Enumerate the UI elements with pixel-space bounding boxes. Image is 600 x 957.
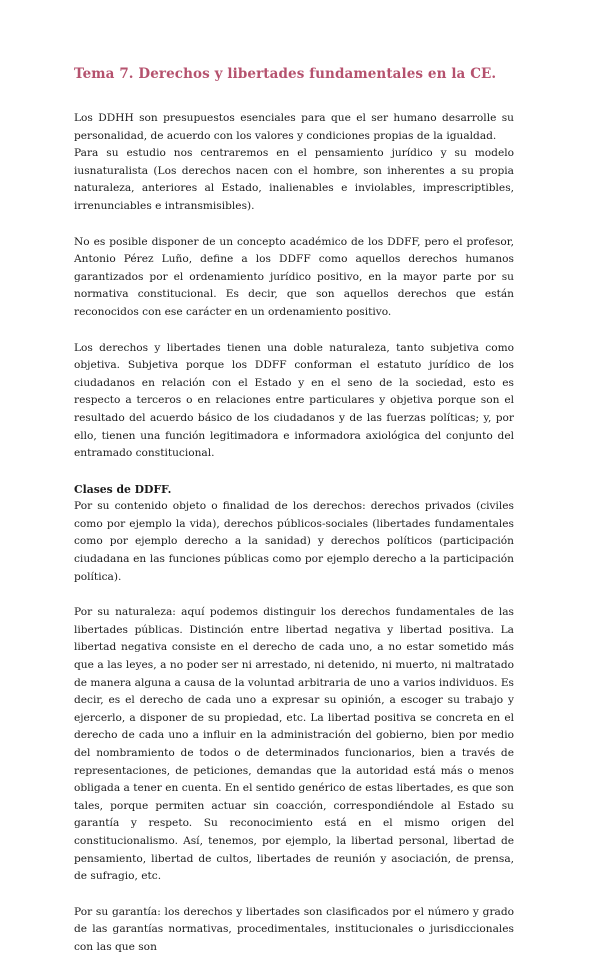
paragraph-by-guarantee: Por su garantía: los derechos y libertades son clasificados por el número y grado de las garantías normativas, procedimentales, institucionales o jurisdiccionales con las que son [74, 905, 514, 953]
page-title: Tema 7. Derechos y libertades fundamentales en la CE. [74, 66, 497, 82]
section-heading-clases: Clases de DDFF. [74, 482, 172, 496]
paragraph-double-nature: Los derechos y libertades tienen una doble naturaleza, tanto subjetiva como objetiva. Subjetiva porque los DDFF conforman el estatuto jurídico de los ciudadanos en relación con el Estado y en el seno de la sociedad, esto es respecto a terceros o en relaciones entre particulares y objetiva porque son el resultado del acuerdo básico de los ciudadanos y de las fuerzas políticas; y, por ello, tienen una función legitimadora e informadora axiológica del conjunto del entramado constitucional. [74, 341, 514, 460]
paragraph-ddhh-definition: Los DDHH son presupuestos esenciales para que el ser humano desarrolle su personalidad, de acuerdo con los valores y condiciones propias de la igualdad. [74, 112, 514, 142]
paragraph-by-content: Por su contenido objeto o finalidad de los derechos: derechos privados (civiles como por ejemplo la vida), derechos públicos-sociales (libertades fundamentales como por ejemplo derecho a la sanidad) y derechos políticos (participación ciudadana en las funciones públicas como por ejemplo derecho a la participación política). [74, 500, 514, 583]
paragraph-iusnaturalista: Para su estudio nos centraremos en el pensamiento jurídico y su modelo iusnaturalista (Los derechos nacen con el hombre, son inherentes a su propia naturaleza, anteriores al Estado, inalienables e inviolables, imprescriptibles, irrenunciables e intransmisibles). [74, 147, 514, 212]
paragraph-ddff-concept: No es posible disponer de un concepto académico de los DDFF, pero el profesor, Antonio Pérez Luño, define a los DDFF como aquellos derechos humanos garantizados por el ordenamiento jurídico positivo, en la mayor parte por su normativa constitucional. Es decir, que son aquellos derechos que están reconocidos con ese carácter en un ordenamiento positivo. [74, 235, 514, 318]
paragraph-by-nature: Por su naturaleza: aquí podemos distinguir los derechos fundamentales de las libertades públicas. Distinción entre libertad negativa y libertad positiva. La libertad negativa consiste en el derecho de cada uno, a no estar sometido más que a las leyes, a no poder ser ni arrestado, ni detenido, ni muerto, ni maltratado de manera alguna a causa de la voluntad arbitraria de uno a varios individuos. Es decir, es el derecho de cada uno a expresar su opinión, a escoger su trabajo y ejercerlo, a disponer de su propiedad, etc. La libertad positiva se concreta en el derecho de cada uno a influir en la administración del gobierno, bien por medio del nombramiento de todos o de determinados funcionarios, bien a través de representaciones, de peticiones, demandas que la autoridad está más o menos obligada a tener en cuenta. En el sentido genérico de estas libertades, es que son tales, porque permiten actuar sin coacción, correspondiéndole al Estado su garantía y respeto. Su reconocimiento está en el mismo origen del constitucionalismo. Así, tenemos, por ejemplo, la libertad personal, libertad de pensamiento, libertad de cultos, libertades de reunión y asociación, de prensa, de sufragio, etc. [74, 606, 514, 883]
